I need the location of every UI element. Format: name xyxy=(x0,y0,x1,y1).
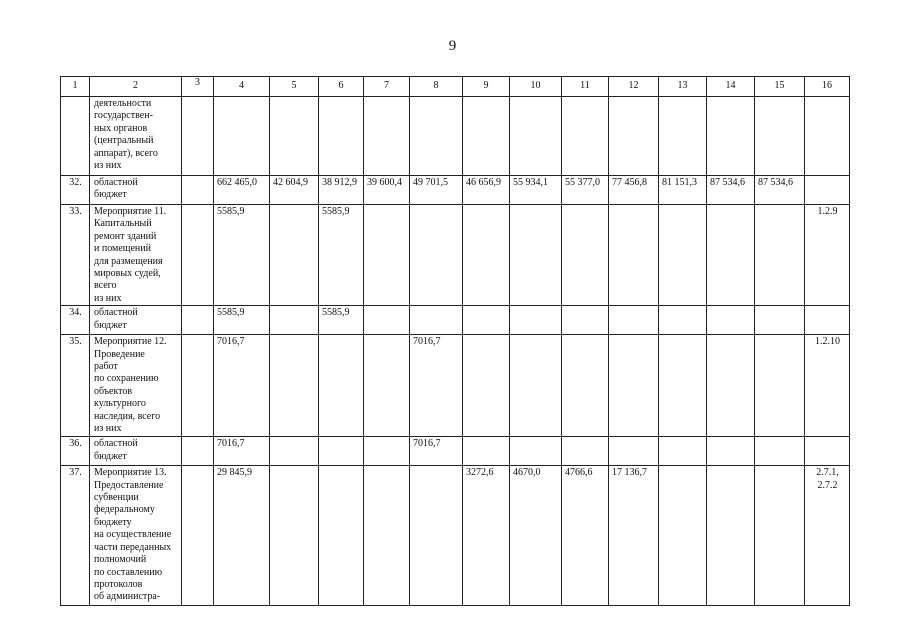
value-cell xyxy=(182,335,214,437)
value-cell xyxy=(410,306,463,335)
value-cell xyxy=(270,335,319,437)
value-cell xyxy=(707,97,755,176)
header-row xyxy=(61,77,850,97)
value-cell xyxy=(659,97,707,176)
value-cell: 87 534,6 xyxy=(755,176,805,205)
value-cell: 42 604,9 xyxy=(270,176,319,205)
code-cell: 1.2.10 xyxy=(805,335,850,437)
table-row xyxy=(61,466,850,606)
value-cell xyxy=(755,205,805,306)
column-header: 5 xyxy=(270,77,319,97)
value-cell xyxy=(707,335,755,437)
row-number-cell: 34. xyxy=(61,306,90,335)
value-cell xyxy=(659,306,707,335)
budget-table xyxy=(60,76,850,606)
value-cell xyxy=(755,97,805,176)
value-cell xyxy=(609,437,659,466)
value-cell xyxy=(707,466,755,606)
code-cell xyxy=(805,176,850,205)
value-cell: 7016,7 xyxy=(410,335,463,437)
column-header: 4 xyxy=(214,77,270,97)
value-cell: 46 656,9 xyxy=(463,176,510,205)
value-cell xyxy=(364,306,410,335)
value-cell xyxy=(609,335,659,437)
item-name-cell: Мероприятие 11. Капитальный ремонт зданий и помещений для размещения мировых судей, всего из них xyxy=(90,205,182,306)
item-name-cell: деятельности государствен- ных органов (центральный аппарат), всего из них xyxy=(90,97,182,176)
value-cell xyxy=(182,437,214,466)
value-cell xyxy=(319,335,364,437)
column-header: 1 xyxy=(61,77,90,97)
value-cell: 4670,0 xyxy=(510,466,562,606)
value-cell: 7016,7 xyxy=(410,437,463,466)
item-name-cell: областной бюджет xyxy=(90,437,182,466)
column-header: 16 xyxy=(805,77,850,97)
value-cell xyxy=(364,205,410,306)
value-cell xyxy=(510,97,562,176)
value-cell xyxy=(463,205,510,306)
row-number-cell: 32. xyxy=(61,176,90,205)
value-cell: 38 912,9 xyxy=(319,176,364,205)
value-cell: 5585,9 xyxy=(214,306,270,335)
value-cell xyxy=(270,306,319,335)
value-cell xyxy=(562,335,609,437)
column-header: 12 xyxy=(609,77,659,97)
value-cell xyxy=(182,97,214,176)
column-header: 6 xyxy=(319,77,364,97)
value-cell xyxy=(182,466,214,606)
table-row xyxy=(61,437,850,466)
value-cell xyxy=(659,437,707,466)
item-name-cell: Мероприятие 13. Предоставление субвенции федеральному бюджету на осуществление части переданных полномочий по составлению протоколов об администра- xyxy=(90,466,182,606)
value-cell xyxy=(659,205,707,306)
page-number: 9 xyxy=(448,38,457,54)
value-cell xyxy=(410,205,463,306)
value-cell: 55 377,0 xyxy=(562,176,609,205)
value-cell xyxy=(659,335,707,437)
value-cell xyxy=(659,466,707,606)
value-cell xyxy=(755,306,805,335)
value-cell xyxy=(707,205,755,306)
value-cell: 29 845,9 xyxy=(214,466,270,606)
column-header: 7 xyxy=(364,77,410,97)
code-cell xyxy=(805,437,850,466)
column-header: 13 xyxy=(659,77,707,97)
value-cell xyxy=(562,97,609,176)
value-cell xyxy=(609,306,659,335)
value-cell: 49 701,5 xyxy=(410,176,463,205)
code-cell xyxy=(805,306,850,335)
value-cell xyxy=(270,466,319,606)
value-cell xyxy=(609,97,659,176)
value-cell xyxy=(463,335,510,437)
row-number-cell: 37. xyxy=(61,466,90,606)
value-cell xyxy=(510,205,562,306)
column-header: 9 xyxy=(463,77,510,97)
column-header: 15 xyxy=(755,77,805,97)
value-cell xyxy=(609,205,659,306)
table-row xyxy=(61,205,850,306)
value-cell xyxy=(270,205,319,306)
row-number-cell: 35. xyxy=(61,335,90,437)
value-cell xyxy=(410,97,463,176)
value-cell: 39 600,4 xyxy=(364,176,410,205)
table-row xyxy=(61,335,850,437)
value-cell: 17 136,7 xyxy=(609,466,659,606)
code-cell: 1.2.9 xyxy=(805,205,850,306)
value-cell xyxy=(463,97,510,176)
value-cell xyxy=(755,437,805,466)
code-cell xyxy=(805,97,850,176)
value-cell: 81 151,3 xyxy=(659,176,707,205)
table-row xyxy=(61,97,850,176)
value-cell xyxy=(707,437,755,466)
value-cell xyxy=(319,466,364,606)
column-header: 3 xyxy=(182,77,214,97)
value-cell xyxy=(463,306,510,335)
value-cell: 3272,6 xyxy=(463,466,510,606)
value-cell: 55 934,1 xyxy=(510,176,562,205)
value-cell xyxy=(510,437,562,466)
value-cell xyxy=(510,306,562,335)
table-row xyxy=(61,176,850,205)
value-cell xyxy=(182,306,214,335)
column-header: 8 xyxy=(410,77,463,97)
value-cell xyxy=(707,306,755,335)
item-name-cell: Мероприятие 12. Проведение работ по сохранению объектов культурного наследия, всего из них xyxy=(90,335,182,437)
code-cell: 2.7.1, 2.7.2 xyxy=(805,466,850,606)
value-cell xyxy=(319,97,364,176)
value-cell xyxy=(510,335,562,437)
value-cell xyxy=(410,466,463,606)
value-cell xyxy=(562,437,609,466)
value-cell xyxy=(364,335,410,437)
item-name-cell: областной бюджет xyxy=(90,176,182,205)
row-number-cell: 36. xyxy=(61,437,90,466)
value-cell xyxy=(364,437,410,466)
value-cell xyxy=(182,176,214,205)
value-cell: 7016,7 xyxy=(214,437,270,466)
value-cell: 662 465,0 xyxy=(214,176,270,205)
value-cell: 5585,9 xyxy=(319,205,364,306)
value-cell xyxy=(214,97,270,176)
value-cell: 4766,6 xyxy=(562,466,609,606)
column-header: 10 xyxy=(510,77,562,97)
value-cell xyxy=(463,437,510,466)
value-cell xyxy=(755,466,805,606)
table-row xyxy=(61,306,850,335)
value-cell xyxy=(562,205,609,306)
value-cell: 5585,9 xyxy=(319,306,364,335)
column-header: 2 xyxy=(90,77,182,97)
column-header: 11 xyxy=(562,77,609,97)
value-cell xyxy=(182,205,214,306)
value-cell xyxy=(270,437,319,466)
value-cell: 5585,9 xyxy=(214,205,270,306)
item-name-cell: областной бюджет xyxy=(90,306,182,335)
column-header: 14 xyxy=(707,77,755,97)
value-cell: 87 534,6 xyxy=(707,176,755,205)
value-cell xyxy=(755,335,805,437)
row-number-cell: 33. xyxy=(61,205,90,306)
value-cell xyxy=(562,306,609,335)
value-cell: 7016,7 xyxy=(214,335,270,437)
value-cell xyxy=(364,97,410,176)
value-cell xyxy=(364,466,410,606)
value-cell xyxy=(319,437,364,466)
value-cell xyxy=(270,97,319,176)
row-number-cell xyxy=(61,97,90,176)
value-cell: 77 456,8 xyxy=(609,176,659,205)
